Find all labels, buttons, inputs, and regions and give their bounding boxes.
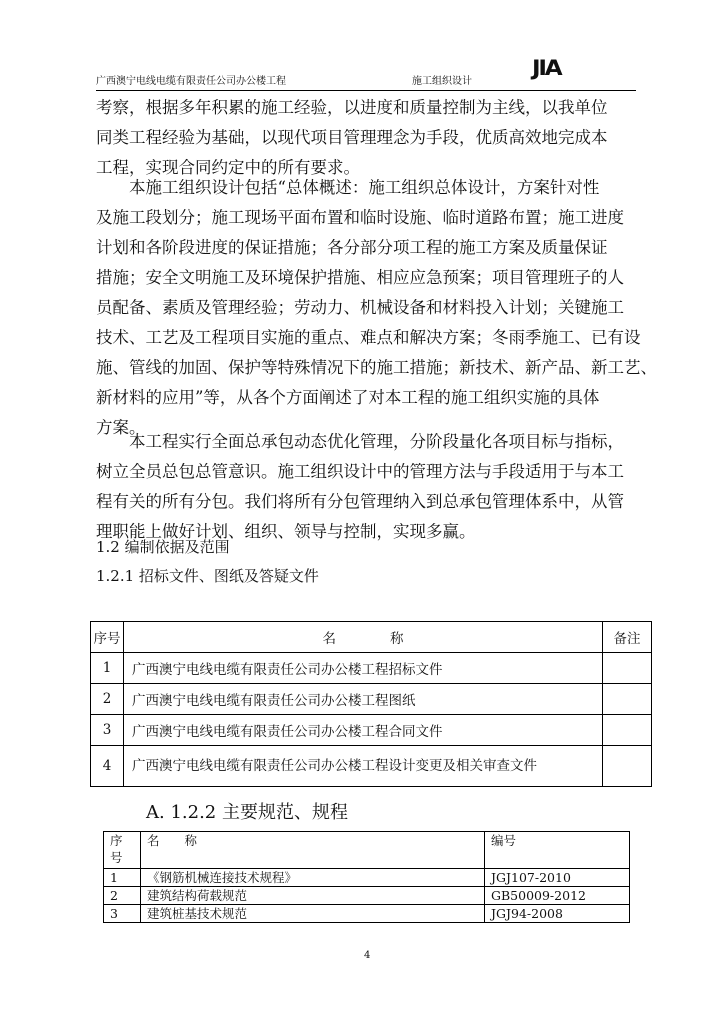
para-line: 员配备、素质及管理经验；劳动力、机械设备和材料投入计划；关键施工 xyxy=(96,298,624,317)
col-header-no: 序号 xyxy=(104,832,141,869)
cell-name: 广西澳宁电线电缆有限责任公司办公楼工程招标文件 xyxy=(124,653,603,684)
cell-no: 3 xyxy=(91,715,124,746)
cell-code: JGJ107-2010 xyxy=(485,869,630,887)
para-line: 新材料的应用”等，从各个方面阐述了对本工程的施工组织实施的具体 xyxy=(96,388,600,407)
table-row xyxy=(91,684,652,715)
table-header-row xyxy=(104,832,630,869)
cell-name: 广西澳宁电线电缆有限责任公司办公楼工程合同文件 xyxy=(124,715,603,746)
cell-no: 2 xyxy=(91,684,124,715)
cell-name: 广西澳宁电线电缆有限责任公司办公楼工程设计变更及相关审查文件 xyxy=(124,746,603,787)
cell-name: 《钢筋机械连接技术规程》 xyxy=(141,869,485,887)
para-line: 考察，根据多年积累的施工经验，以进度和质量控制为主线，以我单位 xyxy=(96,98,608,117)
header-doc-title: 施工组织设计 xyxy=(412,76,472,87)
cell-name: 建筑结构荷载规范 xyxy=(141,887,485,905)
cell-name: 广西澳宁电线电缆有限责任公司办公楼工程图纸 xyxy=(124,684,603,715)
section-heading-1-2-1: 1.2.1 招标文件、图纸及答疑文件 xyxy=(96,567,319,585)
table-row xyxy=(91,653,652,684)
cell-name: 建筑桩基技术规范 xyxy=(141,905,485,923)
para-line: 措施；安全文明施工及环境保护措施、相应应急预案；项目管理班子的人 xyxy=(96,268,624,287)
standards-table xyxy=(103,831,630,923)
cell-note xyxy=(603,684,652,715)
cell-no: 3 xyxy=(104,905,141,923)
cell-note xyxy=(603,653,652,684)
table-row xyxy=(104,887,630,905)
cell-code: JGJ94-2008 xyxy=(485,905,630,923)
col-header-name: 名 称 xyxy=(124,622,603,653)
bidding-documents-table xyxy=(90,621,652,787)
para-line: 本工程实行全面总承包动态优化管理，分阶段量化各项目标与指标， xyxy=(129,432,624,451)
cell-no: 1 xyxy=(91,653,124,684)
para-line: 及施工段划分；施工现场平面布置和临时设施、临时道路布置；施工进度 xyxy=(96,208,624,227)
section-heading-1-2: 1.2 编制依据及范围 xyxy=(96,538,230,556)
page-number: 4 xyxy=(364,950,371,961)
col-header-note: 备注 xyxy=(603,622,652,653)
para-line: 同类工程经验为基础，以现代项目管理理念为手段，优质高效地完成本 xyxy=(96,128,608,147)
col-header-code: 编号 xyxy=(485,832,630,869)
cell-no: 1 xyxy=(104,869,141,887)
para-line: 计划和各阶段进度的保证措施；各分部分项工程的施工方案及质量保证 xyxy=(96,238,608,257)
para-line: 理职能上做好计划、组织、领导与控制，实现多赢。 xyxy=(96,522,476,541)
para-line: 本施工组织设计包括“总体概述：施工组织总体设计，方案针对性 xyxy=(129,178,600,197)
col-header-name: 名 称 xyxy=(141,832,485,869)
col-header-no: 序号 xyxy=(91,622,124,653)
paragraph-2 xyxy=(96,173,657,443)
table-row xyxy=(104,905,630,923)
para-line: 树立全员总包总管意识。施工组织设计中的管理方法与手段适用于与本工 xyxy=(96,462,624,481)
header-rule xyxy=(96,90,636,91)
cell-note xyxy=(603,746,652,787)
cell-note xyxy=(603,715,652,746)
cell-no: 2 xyxy=(104,887,141,905)
table-row xyxy=(91,715,652,746)
company-logo: JIA xyxy=(532,56,561,80)
paragraph-1 xyxy=(96,93,654,183)
header-company: 广西澳宁电线电缆有限责任公司办公楼工程 xyxy=(96,76,286,87)
para-line: 工程，实现合同约定中的所有要求。 xyxy=(96,158,360,177)
cell-code: GB50009-2012 xyxy=(485,887,630,905)
section-heading-1-2-2: A. 1.2.2 主要规范、规程 xyxy=(146,802,348,823)
para-line: 程有关的所有分包。我们将所有分包管理纳入到总承包管理体系中，从管 xyxy=(96,492,624,511)
table-row xyxy=(91,746,652,787)
para-line: 技术、工艺及工程项目实施的重点、难点和解决方案；冬雨季施工、已有设 xyxy=(96,328,641,347)
cell-no: 4 xyxy=(91,746,124,787)
table-header-row xyxy=(91,622,652,653)
para-line: 方案。 xyxy=(96,418,146,437)
page-header xyxy=(96,56,636,92)
para-line: 施、管线的加固、保护等特殊情况下的施工措施；新技术、新产品、新工艺、 xyxy=(96,358,657,377)
paragraph-3 xyxy=(96,427,654,547)
table-row xyxy=(104,869,630,887)
